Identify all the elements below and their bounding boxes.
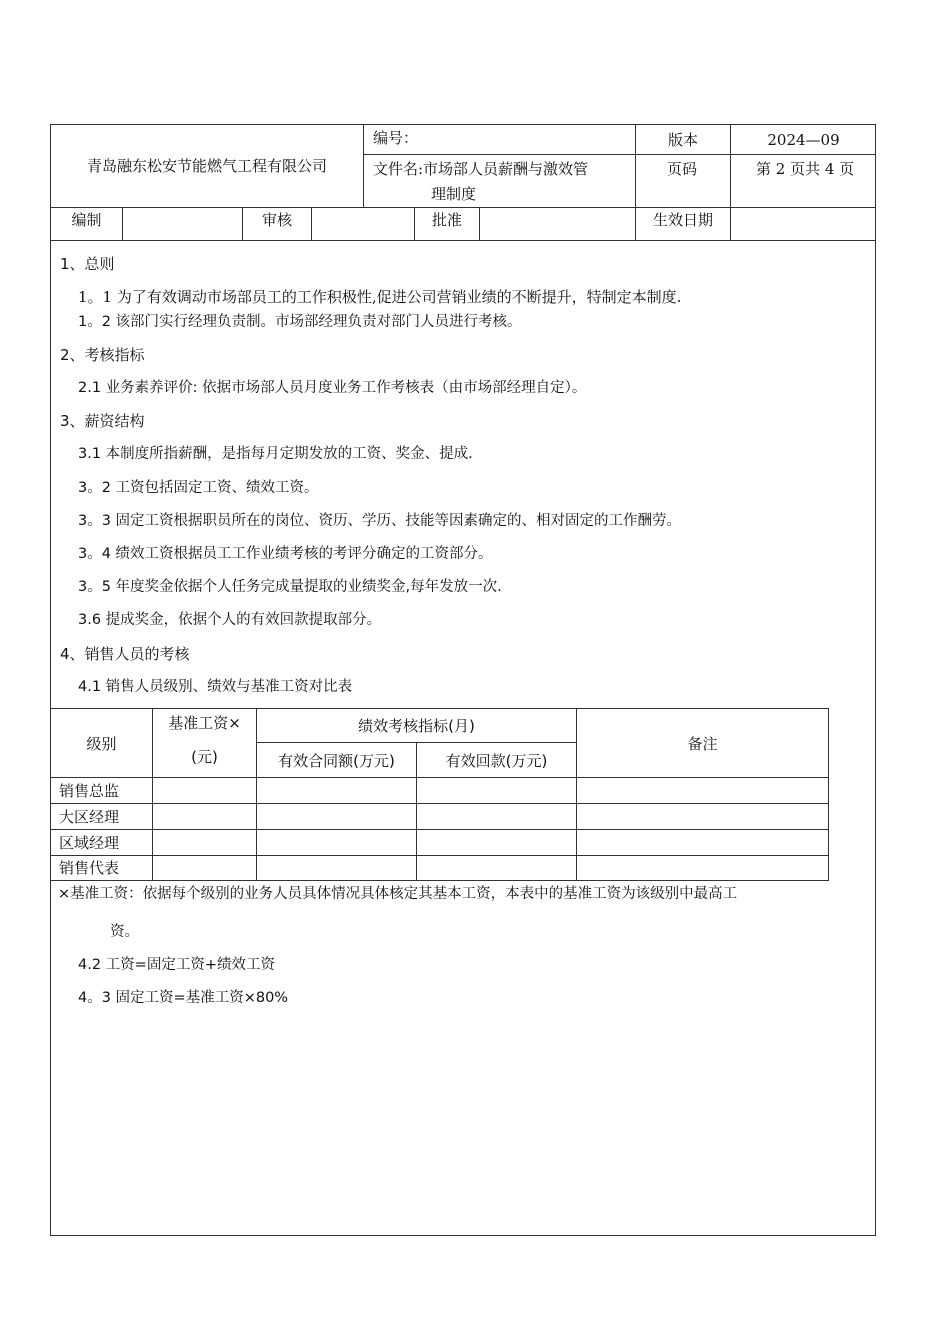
approve-label: 批准 <box>431 211 462 229</box>
col-header-remark: 备注 <box>687 734 718 753</box>
section-1-heading: 1、总则 <box>60 255 115 273</box>
clause-3-2: 3。2 工资包括固定工资、绩效工资。 <box>78 480 319 496</box>
clause-3-4: 3。4 绩效工资根据员工工作业绩考核的考评分确定的工资部分。 <box>78 546 493 562</box>
grade-salary-table <box>50 708 829 881</box>
table-row-label: 大区经理 <box>59 808 120 826</box>
col-header-level: 级别 <box>86 734 117 753</box>
page-label: 页码 <box>667 160 698 178</box>
header-divider-3 <box>50 240 876 241</box>
col-header-base-line2: (元) <box>191 747 218 766</box>
table-rule <box>50 855 829 856</box>
col-header-contract: 有效合同额(万元) <box>278 751 395 770</box>
base-salary-note-line2: 资。 <box>110 924 139 940</box>
doc-no-label: 编号： <box>373 129 419 147</box>
section-3-heading: 3、薪资结构 <box>60 412 145 430</box>
effective-date-label: 生效日期 <box>652 211 713 229</box>
col-header-payment: 有效回款(万元) <box>445 751 548 770</box>
clause-1-2: 1。2 该部门实行经理负责制。市场部经理负责对部门人员进行考核。 <box>78 314 522 330</box>
table-rule <box>50 803 829 804</box>
header-divider-1 <box>363 154 876 155</box>
clause-3-5: 3。5 年度奖金依据个人任务完成量提取的业绩奖金,每年发放一次. <box>78 579 502 595</box>
table-col-rule <box>828 708 829 881</box>
review-label: 审核 <box>261 211 292 229</box>
version-label: 版本 <box>667 130 698 149</box>
section-2-heading: 2、考核指标 <box>60 346 145 364</box>
table-rule <box>50 829 829 830</box>
company-name: 青岛融东松安节能燃气工程有限公司 <box>86 157 327 175</box>
clause-3-1: 3.1 本制度所指薪酬，是指每月定期发放的工资、奖金、提成. <box>78 446 473 462</box>
filename-line1: 文件名:市场部人员薪酬与激效管 <box>373 160 589 178</box>
clause-4-2: 4.2 工资=固定工资+绩效工资 <box>78 957 275 973</box>
version-value: 2024—09 <box>767 130 840 149</box>
col-header-performance: 绩效考核指标(月) <box>358 717 475 735</box>
table-row-label: 销售总监 <box>59 782 120 800</box>
table-rule <box>50 880 829 881</box>
header-vline-a <box>363 124 364 207</box>
header-vline-f <box>311 207 312 240</box>
table-row-label: 区域经理 <box>59 834 120 852</box>
header-vline-h <box>479 207 480 240</box>
section-4-heading: 4、销售人员的考核 <box>60 645 190 663</box>
header-vline-d <box>122 207 123 240</box>
clause-2-1: 2.1 业务素养评价: 依据市场部人员月度业务工作考核表（由市场部经理自定）。 <box>78 380 587 396</box>
clause-4-3: 4。3 固定工资=基准工资×80% <box>78 990 289 1006</box>
clause-3-6: 3.6 提成奖金，依据个人的有效回款提取部分。 <box>78 612 382 628</box>
compile-label: 编制 <box>71 211 102 229</box>
base-salary-note-line1: ×基准工资：依据每个级别的业务人员具体情况具体核定其基本工资，本表中的基准工资为该级别中最高工 <box>58 886 738 902</box>
col-header-base-line1: 基准工资× <box>168 713 241 732</box>
filename-line2: 理制度 <box>431 185 477 203</box>
clause-1-1: 1。1 为了有效调动市场部员工的工作积极性,促进公司营销业绩的不断提升，特制定本制度. <box>78 288 682 306</box>
clause-3-3: 3。3 固定工资根据职员所在的岗位、资历、学历、技能等因素确定的、相对固定的工作酬劳。 <box>78 513 682 529</box>
table-row-label: 销售代表 <box>59 859 120 877</box>
page-value: 第 2 页共 4 页 <box>756 160 855 178</box>
clause-4-1: 4.1 销售人员级别、绩效与基准工资对比表 <box>78 679 353 695</box>
table-rule <box>50 777 829 778</box>
